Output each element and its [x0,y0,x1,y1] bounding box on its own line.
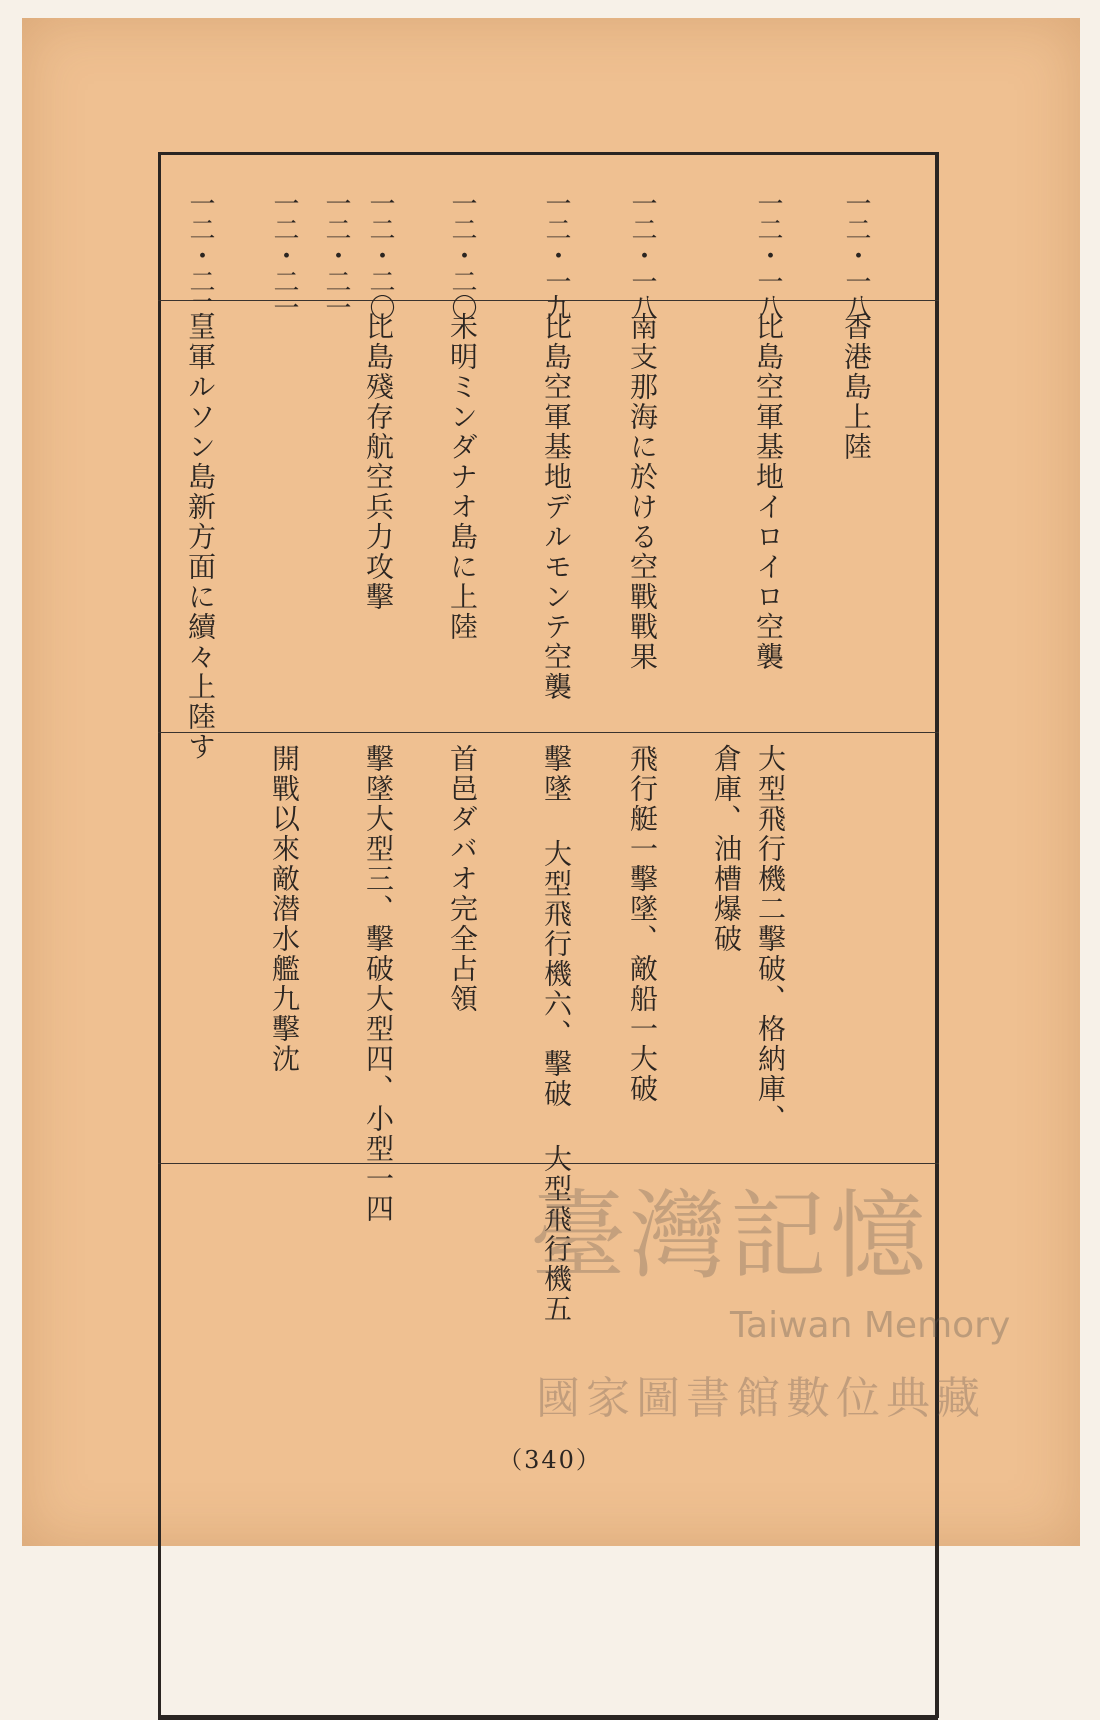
entry-result: 擊墜大型三、擊破大型四、小型一四 [362,744,395,1224]
entry-result: 擊墜 大型飛行機六、擊破 大型飛行機五 [540,744,573,1324]
entry-event: 皇軍ルソン島新方面に續々上陸す [184,312,217,762]
entry-event: 未明ミンダナオ島に上陸 [446,312,479,642]
page-number: （340） [498,1446,602,1474]
entry-event: 比島空軍基地デルモンテ空襲 [540,312,573,702]
row-divider-2 [158,732,939,733]
entry-date: 一二・二〇 一二・二一 [321,190,395,320]
watermark-logo-text: 臺灣記憶 [530,1180,930,1292]
entry-date: 一二・二一 [269,190,299,320]
entry-date: 一二・一八 [753,190,783,320]
entry-date: 一二・二〇 [447,190,477,320]
entry-result: 大型飛行機二擊破、格納庫、倉庫、油槽爆破 [710,744,787,1134]
entry-event: 南支那海に於ける空戰戰果 [626,312,659,672]
entry-result: 首邑ダバオ完全占領 [446,744,479,1014]
watermark-institution: 國家圖書館數位典藏 [536,1373,986,1424]
entry-date: 一二・一九 [541,190,571,320]
entry-date: 一二・二二 [185,190,215,320]
entry-result: 飛行艇一擊墜、敵船一大破 [626,744,659,1104]
entry-date: 一二・一八 [627,190,657,320]
entry-event: 比島空軍基地イロイロ空襲 [752,312,785,672]
entry-result: 開戰以來敵潜水艦九擊沈 [268,744,301,1074]
watermark-english: Taiwan Memory [730,1305,1011,1346]
entry-event: 香港島上陸 [840,312,873,462]
entry-date: 一二・一八 [841,190,871,320]
entry-event: 比島殘存航空兵力攻擊 [362,312,395,612]
